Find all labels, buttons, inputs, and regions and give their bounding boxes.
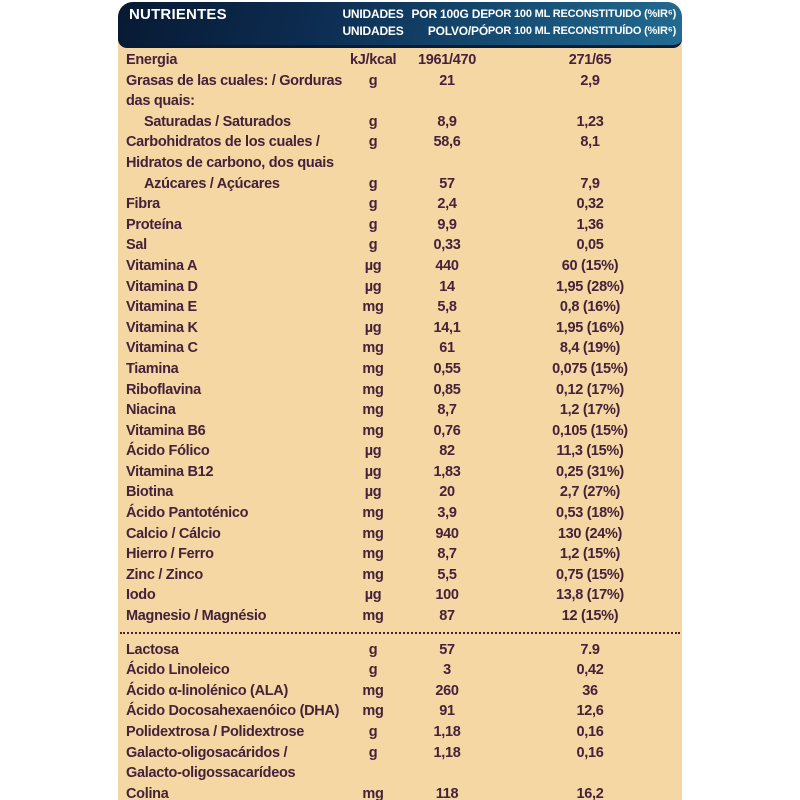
table-row [118, 421, 682, 442]
table-row [118, 380, 682, 401]
nutrient-label-line2: Galacto-oligossacarídeos [126, 765, 296, 782]
per-100g-value: 61 [439, 340, 455, 357]
unit-value: µg [364, 278, 382, 295]
nutrient-label [118, 318, 350, 339]
unit-value: g [368, 72, 378, 89]
per-100g-value: 9,9 [437, 216, 457, 233]
per-100ml-value: 1,95 (28%) [556, 278, 624, 295]
nutrient-label [118, 359, 350, 380]
nutrient-label [118, 640, 350, 661]
table-row [118, 503, 682, 524]
per-100ml-value: 36 [582, 682, 598, 699]
per-100g-value: 5,5 [437, 566, 457, 583]
per-100g-value: 58,6 [433, 134, 461, 151]
per-100g-value: 440 [435, 257, 459, 274]
nutrient-label [118, 565, 350, 586]
unit-value: mg [362, 703, 384, 720]
unit-value: g [368, 113, 378, 130]
header-units-line2: UNIDADES [342, 24, 404, 38]
unit-value: mg [362, 682, 384, 699]
per-100g-value: 3,9 [437, 505, 457, 522]
unit-value: µg [364, 587, 382, 604]
table-row [118, 132, 682, 173]
nutrient-label [118, 524, 350, 545]
per-100g-value: 1,18 [433, 744, 461, 761]
per-100ml-value: 11,3 (15%) [556, 443, 624, 460]
nutrient-label-line1: Tiamina [126, 360, 179, 377]
per-100g-value: 91 [439, 703, 455, 720]
unit-value: mg [362, 546, 384, 563]
unit-value: mg [362, 566, 384, 583]
per-100ml-value: 0,25 (31%) [556, 463, 624, 480]
nutrient-label-line1: Vitamina K [126, 319, 198, 336]
table-row [118, 743, 682, 784]
table-row [118, 318, 682, 339]
nutrient-label-line1: Vitamina D [126, 278, 198, 295]
table-row [118, 338, 682, 359]
per-100ml-value: 0,16 [576, 724, 604, 740]
nutrient-label [118, 544, 350, 565]
per-100ml-value: 0,075 (15%) [552, 360, 628, 377]
nutrient-label-line1: Galacto-oligosacáridos / [126, 744, 288, 761]
header-per-100ml-line1: POR 100 ML RECONSTITUIDO (%IR⁶) [487, 8, 677, 20]
per-100g-value: 8,7 [437, 546, 457, 563]
nutrient-label [118, 482, 350, 503]
unit-value: g [368, 196, 378, 213]
table-row [118, 544, 682, 565]
header-units-line1: UNIDADES [342, 7, 404, 21]
per-100ml-value: 2,7 (27%) [559, 484, 621, 501]
unit-value: mg [362, 360, 384, 377]
table-row [118, 235, 682, 256]
unit-value: mg [362, 785, 384, 800]
nutrient-label [118, 503, 350, 524]
nutrient-label-line1: Magnesio / Magnésio [126, 608, 267, 625]
nutrient-label-line1: Colina [126, 785, 169, 800]
nutrient-label-line1: Vitamina E [126, 299, 197, 316]
nutrient-label-line1: Polidextrosa / Polidextrose [126, 724, 305, 740]
nutrient-label-line1: Grasas de las cuales: / Gorduras [126, 72, 343, 89]
nutrient-label-line1: Proteína [126, 216, 182, 233]
per-100g-value: 100 [435, 587, 459, 604]
nutrient-label-line1: Ácido Docosahexaenóico (DHA) [126, 703, 340, 720]
nutrient-label-line1: Hierro / Ferro [126, 546, 214, 563]
header-per-100g-line1: POR 100G DE [411, 7, 488, 21]
section-divider [120, 632, 680, 634]
per-100ml-value: 8,1 [580, 134, 600, 151]
unit-value: µg [364, 443, 382, 460]
nutrient-label [118, 400, 350, 421]
table-row [118, 359, 682, 380]
nutrient-label [118, 235, 350, 256]
nutrient-label-line1: Ácido Fólico [126, 443, 210, 460]
nutrient-label [118, 462, 350, 483]
nutrient-label-line1: Vitamina A [126, 257, 198, 274]
nutrient-label [118, 722, 350, 743]
per-100g-value: 1,83 [433, 463, 461, 480]
unit-value: kJ/kcal [350, 52, 397, 68]
nutrient-label [118, 585, 350, 606]
per-100ml-value: 0,05 [576, 237, 604, 254]
nutrient-label [118, 701, 350, 722]
additional-nutrients-section [118, 638, 682, 800]
nutrient-label-line1: Vitamina B12 [126, 463, 214, 480]
per-100ml-value: 130 (24%) [557, 525, 623, 542]
nutrient-label [118, 660, 350, 681]
table-row [118, 681, 682, 702]
unit-value: g [368, 641, 378, 658]
table-row [118, 441, 682, 462]
nutrient-label-line1: Carbohidratos de los cuales / [126, 134, 320, 151]
unit-value: g [368, 744, 378, 761]
nutrient-label [118, 681, 350, 702]
nutrient-label-line1: Ácido Pantoténico [126, 505, 249, 522]
per-100ml-value: 0,75 (15%) [556, 566, 624, 583]
per-100g-value: 8,7 [437, 402, 457, 419]
unit-value: mg [362, 340, 384, 357]
per-100ml-value: 13,8 (17%) [556, 587, 624, 604]
per-100g-value: 8,9 [437, 113, 457, 130]
table-row [118, 112, 682, 133]
unit-value: g [368, 724, 378, 740]
nutrient-label-line1: Sal [126, 237, 147, 254]
unit-value: g [368, 134, 378, 151]
per-100ml-value: 1,2 (15%) [559, 546, 621, 563]
unit-value: g [368, 237, 378, 254]
per-100g-value: 0,85 [433, 381, 461, 398]
nutrient-label [118, 256, 350, 277]
per-100ml-value: 1,23 [576, 113, 604, 130]
per-100ml-value: 60 (15%) [561, 257, 619, 274]
table-row [118, 640, 682, 661]
per-100g-value: 0,33 [433, 237, 461, 254]
per-100g-value: 118 [435, 785, 459, 800]
nutrient-label [118, 132, 350, 173]
header-per-100g [406, 6, 488, 40]
table-row [118, 256, 682, 277]
nutrient-label [118, 71, 350, 112]
nutrient-label [118, 277, 350, 298]
per-100g-value: 940 [435, 525, 459, 542]
nutrition-table [118, 2, 682, 800]
table-row [118, 50, 682, 71]
per-100ml-value: 1,95 (16%) [556, 319, 624, 336]
per-100ml-value: 0,105 (15%) [552, 422, 628, 439]
unit-value: mg [362, 422, 384, 439]
unit-value: µg [364, 484, 382, 501]
nutrient-label-line1: Iodo [126, 587, 156, 604]
per-100ml-value: 7,9 [580, 175, 600, 192]
per-100g-value: 20 [439, 484, 455, 501]
nutrient-label-line1: Energia [126, 52, 178, 68]
nutrient-label-line1: Biotina [126, 484, 174, 501]
per-100g-value: 21 [439, 72, 455, 89]
unit-value: mg [362, 608, 384, 625]
table-row [118, 606, 682, 627]
table-row [118, 194, 682, 215]
table-row [118, 277, 682, 298]
unit-value: g [368, 175, 378, 192]
per-100g-value: 57 [439, 175, 455, 192]
nutrient-label [118, 174, 350, 195]
nutrient-label-line1: Saturadas / Saturados [144, 113, 291, 130]
per-100ml-value: 16,2 [576, 785, 604, 800]
unit-value: µg [364, 257, 382, 274]
header-per-100g-line2: POLVO/PÓ [427, 24, 488, 38]
table-row [118, 174, 682, 195]
per-100g-value: 0,55 [433, 360, 461, 377]
per-100g-value: 1,18 [433, 724, 461, 740]
table-row [118, 722, 682, 743]
per-100g-value: 0,76 [433, 422, 461, 439]
per-100ml-value: 12 (15%) [561, 608, 619, 625]
nutrient-label [118, 194, 350, 215]
unit-value: mg [362, 299, 384, 316]
per-100g-value: 87 [439, 608, 455, 625]
per-100ml-value: 7.9 [580, 641, 600, 658]
per-100g-value: 1961/470 [417, 52, 477, 68]
per-100ml-value: 271/65 [568, 52, 612, 68]
per-100g-value: 2,4 [437, 196, 457, 213]
per-100g-value: 14,1 [433, 319, 461, 336]
unit-value: µg [364, 319, 382, 336]
per-100ml-value: 2,9 [580, 72, 600, 89]
per-100g-value: 14 [439, 278, 455, 295]
nutrient-label [118, 112, 350, 133]
table-row [118, 215, 682, 236]
per-100ml-value: 12,6 [576, 703, 604, 720]
per-100ml-value: 8,4 (19%) [559, 340, 621, 357]
unit-value: mg [362, 505, 384, 522]
per-100ml-value: 0,8 (16%) [559, 299, 621, 316]
table-row [118, 462, 682, 483]
nutrient-label-line1: Niacina [126, 402, 176, 419]
table-header [118, 2, 682, 48]
nutrient-label-line2: das quais: [126, 93, 195, 110]
per-100ml-value: 0,53 (18%) [556, 505, 624, 522]
per-100ml-value: 0,42 [576, 662, 604, 679]
nutrient-label-line1: Fibra [126, 196, 160, 213]
unit-value: mg [362, 402, 384, 419]
nutrient-label-line1: Vitamina B6 [126, 422, 206, 439]
table-row [118, 784, 682, 800]
nutrient-label-line1: Zinc / Zinco [126, 566, 203, 583]
nutrient-label [118, 50, 350, 71]
nutrient-label [118, 380, 350, 401]
nutrient-label-line1: Riboflavina [126, 381, 201, 398]
unit-value: g [368, 216, 378, 233]
per-100g-value: 3 [443, 662, 451, 679]
nutrient-label-line1: Ácido Linoleico [126, 662, 230, 679]
unit-value: mg [362, 381, 384, 398]
table-row [118, 482, 682, 503]
per-100ml-value: 1,36 [576, 216, 604, 233]
nutrient-label-line1: Lactosa [126, 641, 179, 658]
per-100g-value: 5,8 [437, 299, 457, 316]
main-nutrients-section [118, 48, 682, 627]
nutrient-label-line1: Azúcares / Açúcares [144, 175, 280, 192]
per-100g-value: 57 [439, 641, 455, 658]
table-row [118, 565, 682, 586]
table-row [118, 297, 682, 318]
nutrient-label [118, 606, 350, 627]
per-100ml-value: 0,16 [576, 744, 604, 761]
nutrient-label [118, 338, 350, 359]
nutrient-label-line1: Vitamina C [126, 340, 198, 357]
table-row [118, 585, 682, 606]
table-row [118, 524, 682, 545]
nutrient-label [118, 297, 350, 318]
table-row [118, 660, 682, 681]
table-row [118, 71, 682, 112]
per-100ml-value: 1,2 (17%) [559, 402, 621, 419]
nutrient-label [118, 421, 350, 442]
per-100g-value: 260 [435, 682, 459, 699]
per-100g-value: 82 [439, 443, 455, 460]
unit-value: µg [364, 463, 382, 480]
header-per-100ml-line2: POR 100 ML RECONSTITUÍDO (%IR⁶) [487, 25, 677, 37]
nutrient-label [118, 784, 350, 800]
unit-value: g [368, 662, 378, 679]
per-100ml-value: 0,12 (17%) [556, 381, 624, 398]
nutrient-label [118, 743, 350, 784]
table-row [118, 400, 682, 421]
nutrient-label [118, 215, 350, 236]
nutrient-label-line1: Calcio / Cálcio [126, 525, 221, 542]
table-row [118, 701, 682, 722]
nutrient-label-line2: Hidratos de carbono, dos quais [126, 154, 334, 171]
per-100ml-value: 0,32 [576, 196, 604, 213]
nutrient-label-line1: Ácido α-linolénico (ALA) [126, 682, 289, 699]
header-per-100ml [486, 6, 678, 40]
nutrient-label [118, 441, 350, 462]
header-nutrients: NUTRIENTES [129, 6, 227, 23]
unit-value: mg [362, 525, 384, 542]
